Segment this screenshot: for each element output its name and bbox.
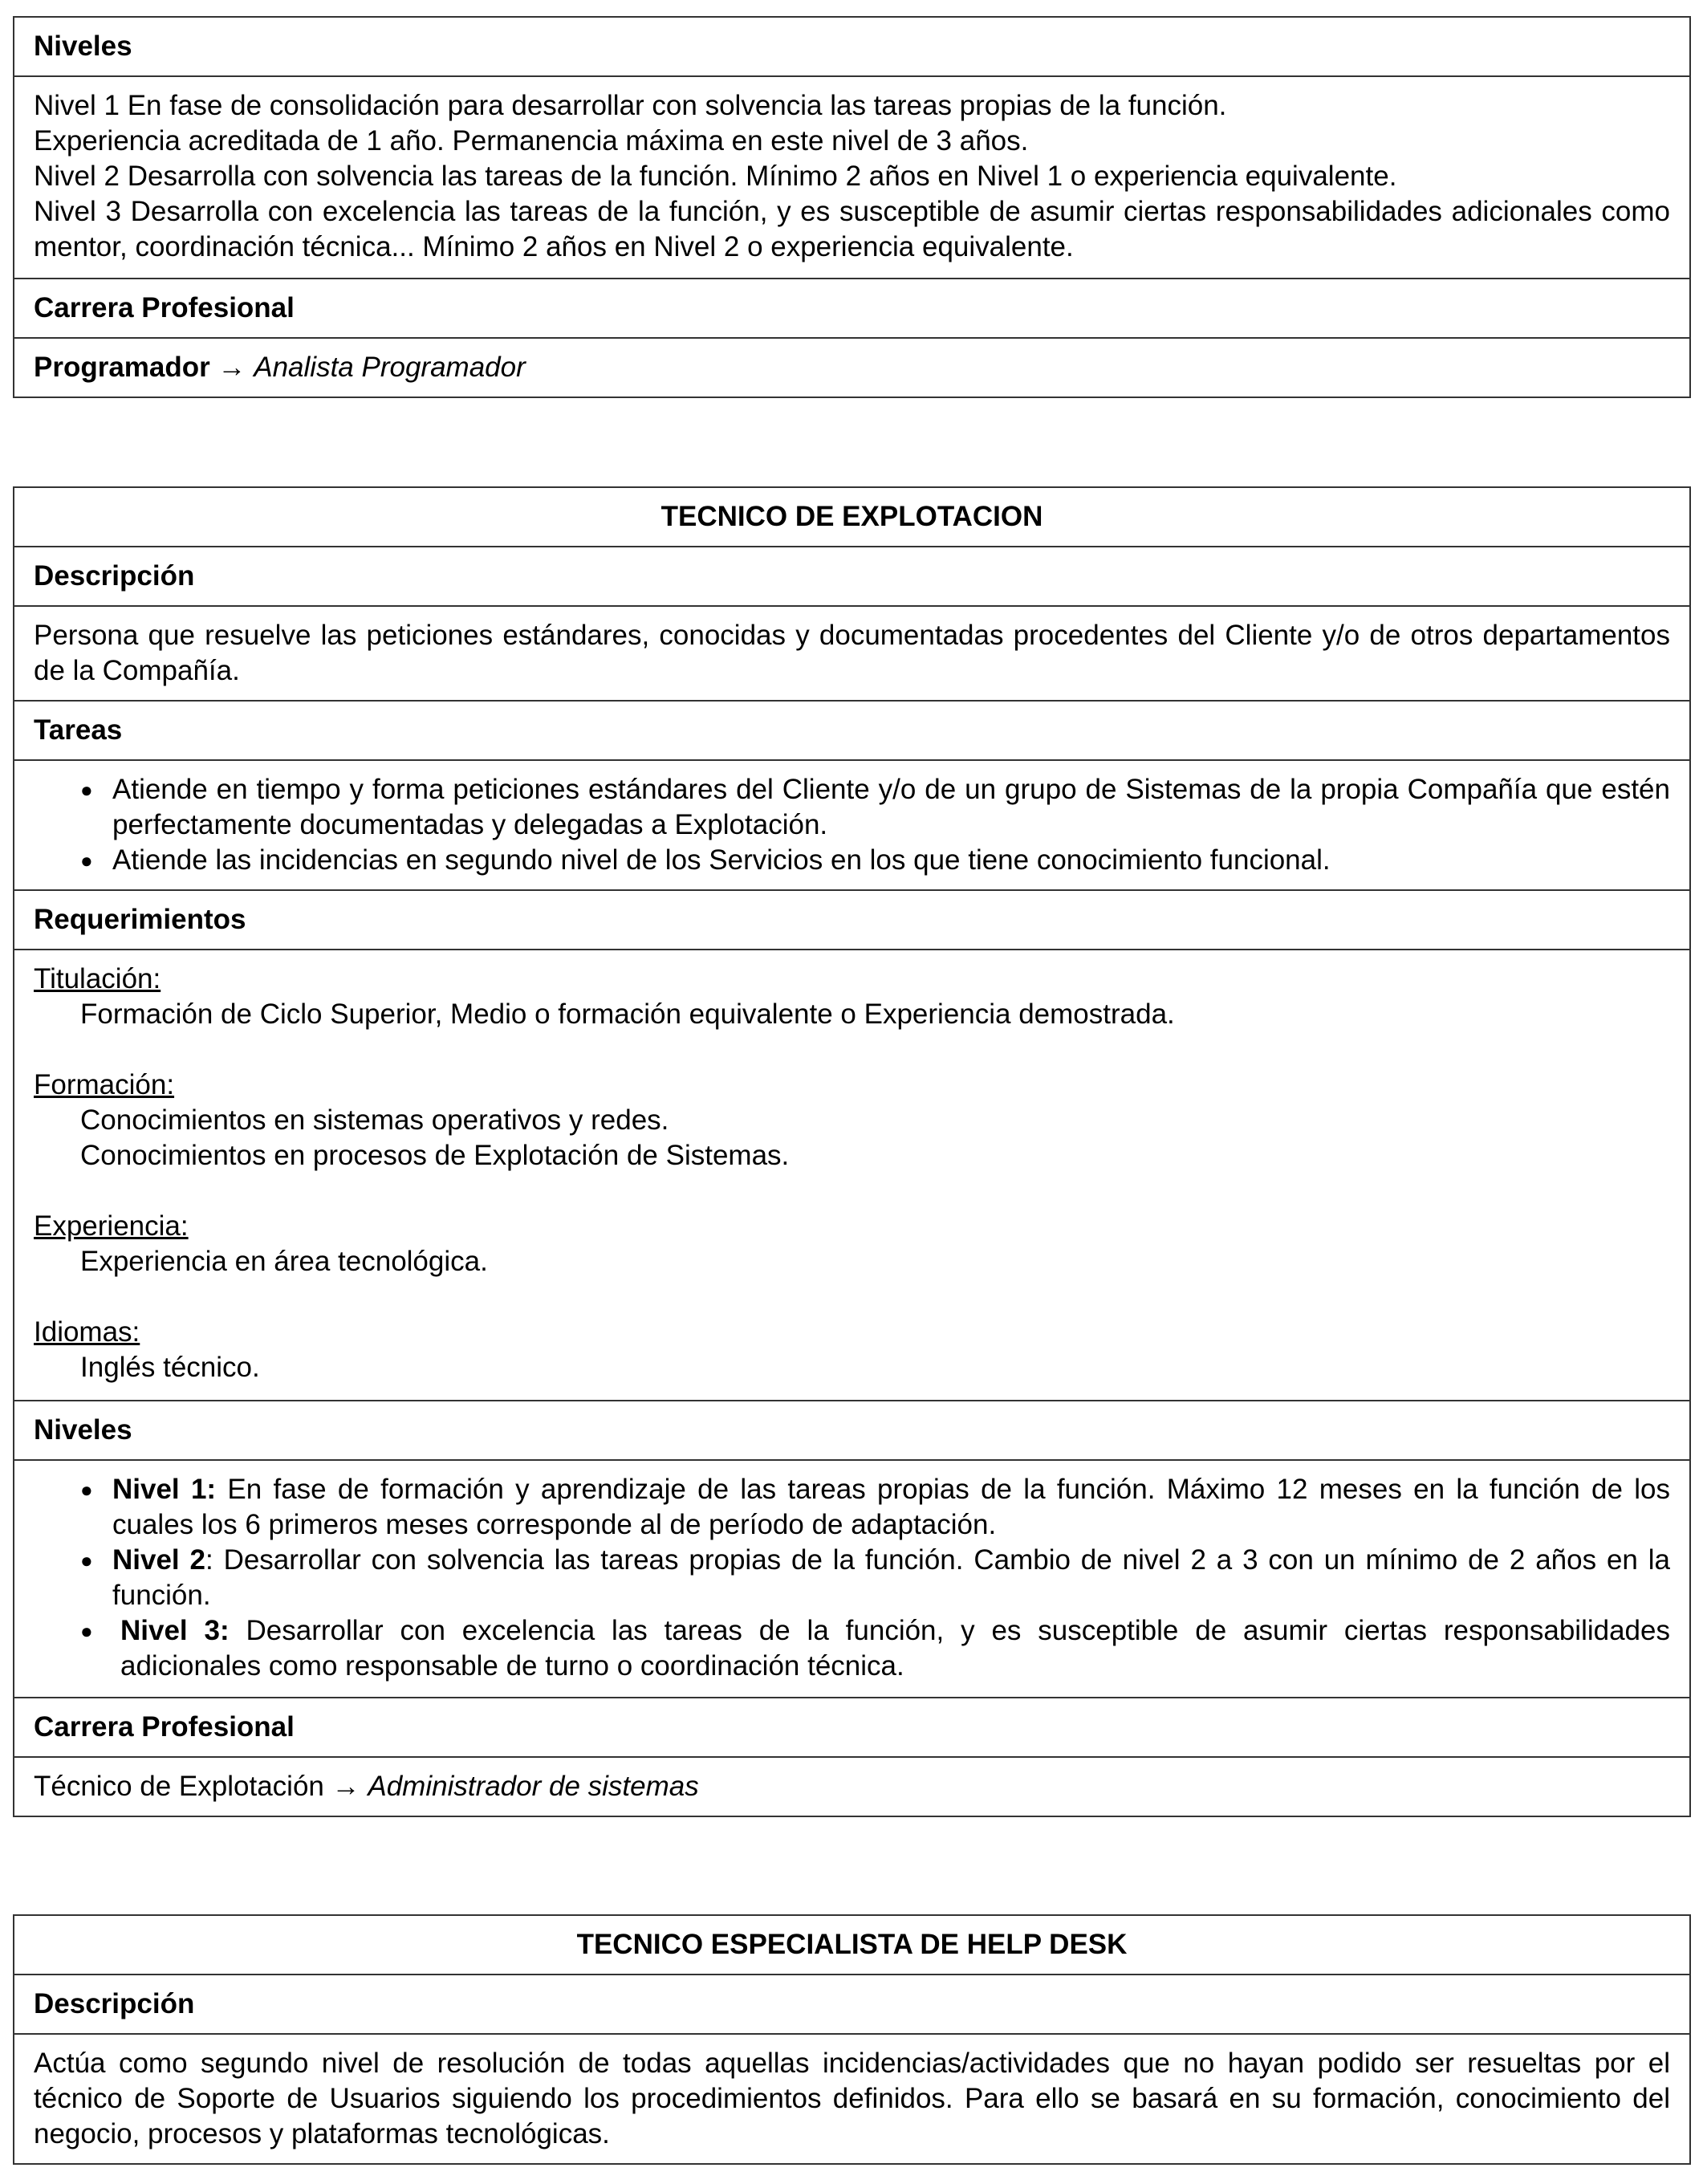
carrera-to: Analista Programador — [254, 352, 526, 383]
formacion-value: Conocimientos en sistemas operativos y redes. — [80, 1104, 669, 1136]
list-item: ● Atiende en tiempo y forma peticiones estándares del Cliente y/o de un grupo de Sistemas de la propia Compañía que estén perfectamente documentadas y delegadas a Explotación. — [34, 772, 1670, 843]
experiencia-label: Experiencia: — [34, 1210, 189, 1242]
idiomas-label: Idiomas: — [34, 1316, 140, 1348]
carrera-from: Técnico de Explotación — [34, 1771, 324, 1802]
carrera-heading: Carrera Profesional — [14, 1697, 1689, 1756]
descripcion-text: Actúa como segundo nivel de resolución de todas aquellas incidencias/actividades que no hayan podido ser resueltas por el técnico de Soporte de Usuarios siguiendo los procedimientos definidos. Para ello se basará en su formación, conocimiento del negocio, procesos y plataformas tecnológicas. — [14, 2033, 1689, 2163]
niveles-text — [14, 75, 1689, 278]
carrera-path — [14, 1756, 1689, 1816]
formacion-value: Conocimientos en procesos de Explotación de Sistemas. — [80, 1140, 790, 1171]
carrera-path — [14, 337, 1689, 397]
carrera-from: Programador — [34, 352, 210, 383]
tecnico-explotacion-table — [13, 486, 1691, 1817]
descripcion-text: Persona que resuelve las peticiones estándares, conocidas y documentadas procedentes del Cliente y/o de otros departamentos de la Compañía. — [14, 605, 1689, 700]
niveles-line: Experiencia acreditada de 1 año. Permanencia máxima en este nivel de 3 años. — [34, 125, 1029, 157]
tecnico-help-desk-table — [13, 1914, 1691, 2165]
carrera-heading: Carrera Profesional — [14, 278, 1689, 337]
titulacion-value: Formación de Ciclo Superior, Medio o formación equivalente o Experiencia demostrada. — [80, 998, 1175, 1030]
tareas-list — [14, 759, 1689, 889]
descripcion-heading: Descripción — [14, 546, 1689, 605]
niveles-heading: Niveles — [14, 1400, 1689, 1459]
descripcion-heading: Descripción — [14, 1974, 1689, 2033]
list-item: ● Atiende las incidencias en segundo nivel de los Servicios en los que tiene conocimiento funcional. — [34, 843, 1670, 878]
section-title: TECNICO ESPECIALISTA DE HELP DESK — [576, 1929, 1128, 1960]
niveles-line: Nivel 3 Desarrolla con excelencia las tareas de la función, y es susceptible de asumir ciertas responsabilidades adicionales como mentor, coordinación técnica... Mínimo 2 años en Nivel 2 o experiencia equivalente. — [34, 196, 1670, 262]
list-item: ● Nivel 3: Desarrollar con excelencia las tareas de la función, y es susceptible de asumir ciertas responsabilidades adicionales como responsable de turno o coordinación técnica. — [34, 1613, 1670, 1684]
niveles-list — [14, 1459, 1689, 1697]
titulacion-label: Titulación: — [34, 963, 161, 994]
tareas-heading: Tareas — [14, 700, 1689, 759]
requerimientos-text — [14, 949, 1689, 1400]
requerimientos-heading: Requerimientos — [14, 889, 1689, 949]
section-title: TECNICO DE EXPLOTACION — [660, 501, 1043, 532]
formacion-label: Formación: — [34, 1069, 175, 1100]
carrera-to: Administrador de sistemas — [368, 1771, 699, 1802]
niveles-programador-table — [13, 16, 1691, 398]
experiencia-value: Experiencia en área tecnológica. — [80, 1246, 488, 1277]
list-item: ● Nivel 1: En fase de formación y aprendizaje de las tareas propias de la función. Máximo 12 meses en la función de los cuales los 6 primeros meses corresponde al de período de adaptación. — [34, 1472, 1670, 1543]
arrow-icon: → — [217, 352, 246, 383]
list-item: ● Nivel 2: Desarrollar con solvencia las tareas propias de la función. Cambio de nivel 2 a 3 con un mínimo de 2 años en la función. — [34, 1543, 1670, 1613]
arrow-icon: → — [331, 1771, 360, 1802]
niveles-line: Nivel 2 Desarrolla con solvencia las tareas de la función. Mínimo 2 años en Nivel 1 o experiencia equivalente. — [34, 161, 1397, 192]
niveles-line: Nivel 1 En fase de consolidación para desarrollar con solvencia las tareas propias de la función. — [34, 90, 1227, 121]
niveles-heading: Niveles — [34, 31, 132, 62]
idiomas-value: Inglés técnico. — [80, 1352, 260, 1383]
